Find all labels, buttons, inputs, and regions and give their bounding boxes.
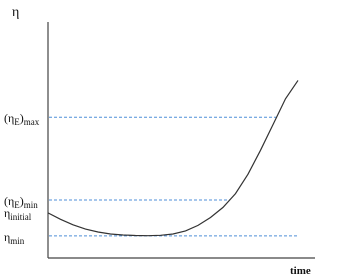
y-axis-label: η: [12, 5, 20, 20]
viscosity-curve: [48, 80, 298, 235]
reference-labels: [4, 111, 40, 246]
reference-label-max: $(\eta_E)_{max}$: [4, 111, 40, 128]
reference-label-initial: $\eta_{initial}$: [4, 205, 32, 222]
reference-label-min_e: $(\eta_E)_{min}$: [4, 194, 38, 210]
reference-label-min: $\eta_{min}$: [4, 229, 25, 246]
axes: [48, 22, 315, 258]
x-axis-label: time: [290, 265, 311, 277]
reference-lines: [49, 117, 298, 236]
